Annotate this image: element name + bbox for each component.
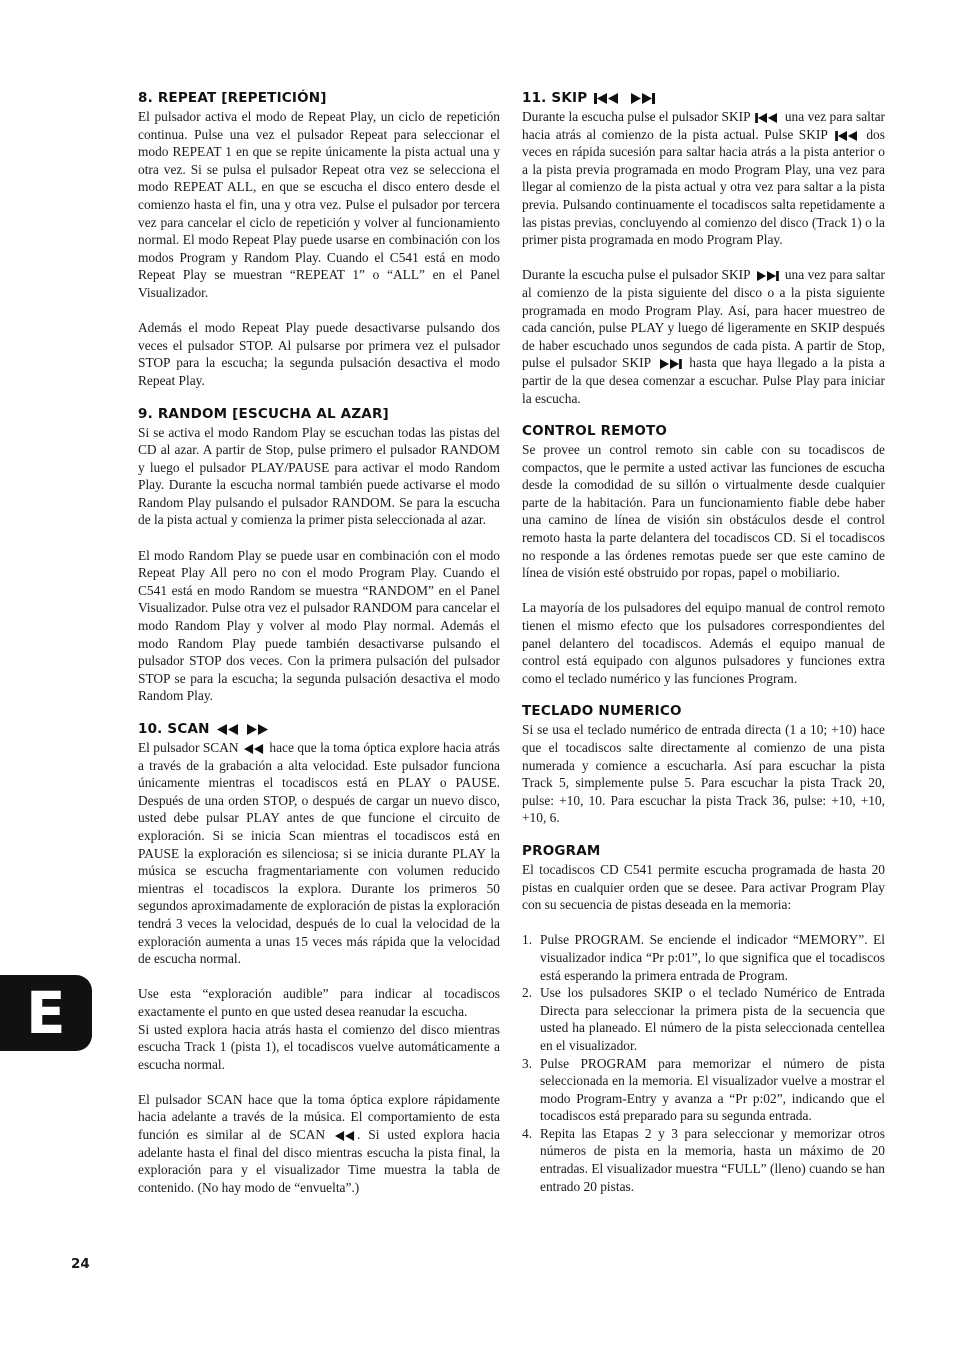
scan-paragraph-1: El pulsador SCAN hace que la toma óptica explore hacia atrás a través de la grabación a alta velocidad. Este pulsador funciona únicamente mientras el tocadiscos está en PLAY o PAUSE. Después de una orden STOP, o después de cargar un nuevo disco, usted debe pulsar PLAY antes de que funcione el circuito de exploración. Si se inicia Scan mientras el tocadiscos está en PAUSE la exploración es silenciosa; si se inicia durante PLAY la música se escucha fragmentariamente con volumen reducido mientras el tocadiscos la explora. Durante los primeros 50 segundos aproximadamente de exploración de pistas la exploración tendrá 3 veces la velocidad, después de lo cual la velocidad de la exploración aumenta a unas 15 veces más rápida que la velocidad de escucha normal. — [138, 740, 500, 967]
skip-forward-icon — [658, 359, 682, 369]
random-heading: 9. RANDOM [ESCUCHA AL AZAR] — [138, 405, 389, 422]
random-paragraph-2: El modo Random Play se puede usar en combinación con el modo Repeat Play All pero no con el modo Program Play. Cuando el C541 está en modo Random se muestra “RANDOM” en el Panel Visualizador. Pulse otra vez el pulsador RANDOM para cancelar el modo Random Play y volver al modo Play normal. Además el modo Random Play puede también desactivarse pulsando el pulsador STOP dos veces. Con la primera pulsación del pulsador STOP se para la escucha; la segunda pulsación desactiva el modo Random Play. — [138, 547, 500, 704]
repeat-heading: 8. REPEAT [REPETICIÓN] — [138, 90, 327, 106]
skip-paragraph-1: Durante la escucha pulse el pulsador SKIP una vez para saltar hacia atrás al comienzo de la pista actual. Pulse SKIP dos veces en rápida sucesión para saltar hacia atrás a la pista anterior o a la pista previa programada en modo Program Play, una vez para llegar al comienzo de la pista actual y otra vez para saltar a la pista previa. Pulsando continuamente el tocadiscos salta repetidamente a las pistas previas, concluyendo al comienzo del disco (Track 1) o la primer pista programada en modo Program Play. — [522, 109, 885, 248]
right-column — [522, 90, 885, 1195]
repeat-paragraph-1: El pulsador activa el modo de Repeat Play, un ciclo de repetición continua. Pulse una vez el pulsador Repeat para seleccionar el modo REPEAT 1 en que se repite únicamente la pista actual una y otra vez. Si se pulsa el pulsador Repeat otra vez se selecciona el modo REPEAT ALL, en que se escucha el disco entero desde el comienzo hasta el fin, una y otra vez. Pulse el pulsador por tercera vez para cancelar el ciclo de repetición y volver al funcionamiento normal. El modo Repeat Play puede usarse en combinación con los modos Program y Random Play. Cuando el C541 está en modo Repeat Play se muestran “REPEAT 1” o “ALL” en el Panel Visualizador. — [138, 109, 500, 300]
keypad-paragraph-1: Si se usa el teclado numérico de entrada directa (1 a 10; +10) hace que el tocadiscos salte directamente al comienzo de una pista numerada y comience a escucharla. Así para escuchar la pista Track 5, simplemente pulse 5. Para escuchar la pista Track 20, pulse: +10, 10. Para escuchar la pista Track 36, pulse: +10, +10, +10, 6. — [522, 722, 885, 826]
skip-back-icon — [755, 113, 779, 123]
list-item: 4. Repita las Etapas 2 y 3 para seleccionar y memorizar otros números de pista en la memoria, hasta un máximo de 20 entradas. El visualizador muestra “FULL” (lleno) cuando se han entrado 20 pistas. — [522, 1125, 885, 1194]
remote-heading: CONTROL REMOTO — [522, 423, 668, 440]
skip-forward-icon — [629, 93, 655, 104]
list-item: 1. Pulse PROGRAM. Se enciende el indicador “MEMORY”. El visualizador indica “Pr p:01”, lo que significa que el tocadiscos está esperando la primera entrada de Program. — [522, 932, 885, 983]
rewind-icon — [244, 744, 264, 754]
skip-heading: 11. SKIP — [522, 90, 885, 106]
skip-back-icon — [835, 131, 859, 141]
skip-back-icon — [594, 93, 620, 104]
keypad-heading: TECLADO NUMERICO — [522, 703, 682, 720]
skip-forward-icon — [755, 271, 779, 281]
list-item: 3. Pulse PROGRAM para memorizar el número de pista seleccionada en la memoria. El visualizador vuelve a mostrar el modo Program-Entry y avanza a “Pr p:02”, indicando que el tocadiscos está preparado para su segunda entrada. — [522, 1055, 885, 1124]
remote-paragraph-1: Se provee un control remoto sin cable con su tocadiscos de compactos, que le permite a usted activar las funciones de escucha desde la comodidad de su sillón o virtualmente desde cualquier parte de la habitación. Para un funcionamiento fiable debe haber una camino de línea de visión sin obstáculos desde el control remoto hasta la parte delantera del tocadiscos CD. Si el tocadiscos no responde a las órdenes remotas puede ser que este camino de línea de visión esté obstruido por ropas, papel o mobiliario. — [522, 442, 885, 581]
random-paragraph-1: Si se activa el modo Random Play se escuchan todas las pistas del CD al azar. A partir de Stop, pulse primero el pulsador RANDOM y luego el pulsador PLAY/PAUSE para activar el modo Random Play. Durante la escucha normal también puede activarse el modo Random Play pulsando el pulsador RANDOM. Se para la escucha de la pista actual y comienza la primer pista seleccionada al azar. — [138, 424, 500, 528]
language-tab — [0, 975, 92, 1051]
program-paragraph-1: El tocadiscos CD C541 permite escucha programada de hasta 20 pistas en cualquier orden que se desee. Para activar Program Play con su secuencia de pistas deseada en la memoria: — [522, 861, 885, 913]
program-steps — [522, 931, 885, 1195]
page-number: 24 — [71, 1256, 90, 1272]
scan-paragraph-3: Si usted explora hacia atrás hasta el comienzo del disco mientras escucha Track 1 (pista 1), el tocadiscos vuelve automáticamente a escucha normal. — [138, 1021, 500, 1072]
scan-heading: 10. SCAN — [138, 721, 500, 737]
skip-paragraph-2: Durante la escucha pulse el pulsador SKIP una vez para saltar al comienzo de la pista siguiente del disco o a la pista siguiente programada en modo Program Play. Así, para hacer muestreo de cada canción, pulse PLAY y luego dé ligeramente en SKIP después de haber escuchado unos segundos de cada pista. A partir de Stop, pulse el pulsador SKIP hasta que haya llegado a la pista a partir de la que desea comenzar a escuchar. Pulse Play para iniciar la escucha. — [522, 267, 885, 406]
program-heading: PROGRAM — [522, 842, 601, 859]
list-item: 2. Use los pulsadores SKIP o el teclado Numérico de Entrada Directa para seleccionar la primera pista de la secuencia que usted ha planeado. El número de la pista seleccionada centellea en el visualizador. — [522, 985, 885, 1053]
rewind-icon — [217, 724, 239, 735]
language-tab-label: E — [26, 979, 66, 1047]
left-column — [138, 90, 500, 1196]
scan-paragraph-4: El pulsador SCAN hace que la toma óptica explore rápidamente hacia adelante a través de la música. El comportamiento de esta función es similar al de SCAN . Si usted explora hacia adelante hasta el final del disco mientras escucha la pista final, la exploración para y el visualizador Time muestra la tabla de contenido. (No hay modo de “envuelta”.) — [138, 1091, 500, 1195]
rewind-icon — [335, 1131, 355, 1141]
scan-paragraph-2: Use esta “exploración audible” para indicar al tocadiscos exactamente el punto en que usted desea reanudar la escucha. — [138, 986, 500, 1019]
fast-forward-icon — [247, 724, 269, 735]
repeat-paragraph-2: Además el modo Repeat Play puede desactivarse pulsando dos veces el pulsador STOP. Al pulsarse por primera vez el pulsador STOP para la escucha; la segunda pulsación desactiva el modo Repeat Play. — [138, 320, 500, 388]
remote-paragraph-2: La mayoría de los pulsadores del equipo manual de control remoto tienen el mismo efecto que los pulsadores correspondientes del panel delantero del tocadiscos. Además el equipo manual de control está equipado con algunos pulsadores y funciones extra como el teclado numérico y las funciones Program. — [522, 600, 885, 686]
